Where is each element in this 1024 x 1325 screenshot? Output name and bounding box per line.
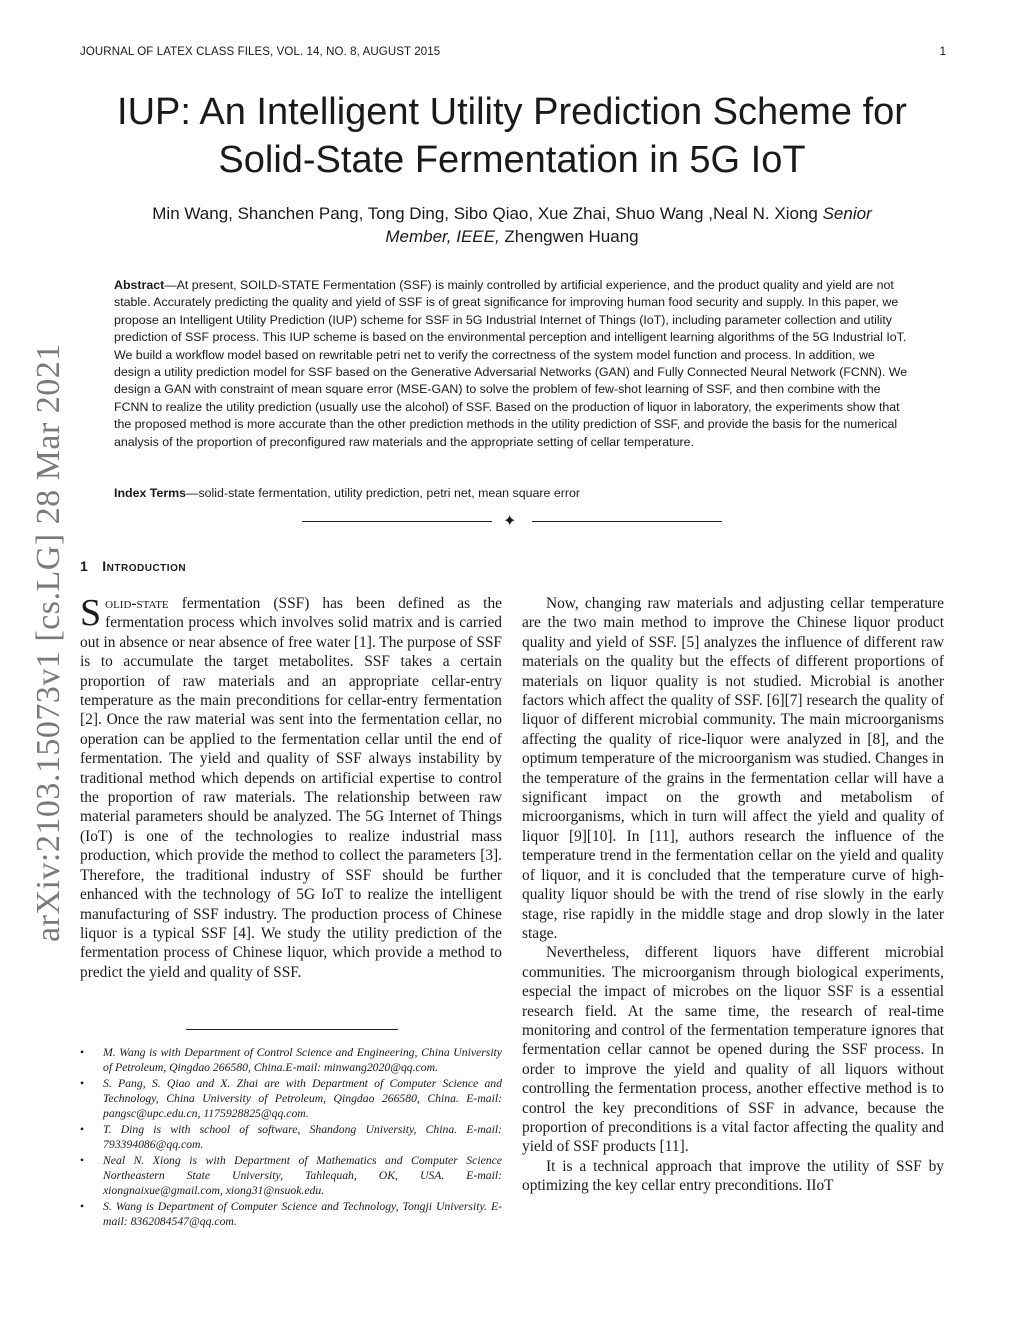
footnote-text: M. Wang is with Department of Control Science and Engineering, China University of Petroleum, Qingdao 266580, China.E-mail: minwang2020@qq.com. (103, 1046, 502, 1074)
index-terms-label: Index Terms (114, 486, 187, 500)
footnote-item (80, 1122, 502, 1152)
arxiv-stamp: arXiv:2103.15073v1 [cs.LG] 28 Mar 2021 (30, 343, 67, 942)
footnote-text: S. Wang is Department of Computer Science and Technology, Tongji University. E-mail: 8362084547@qq.com. (103, 1200, 502, 1228)
running-header: JOURNAL OF LATEX CLASS FILES, VOL. 14, NO. 8, AUGUST 2015 (80, 46, 441, 58)
bullet-icon: • (80, 1046, 85, 1059)
drop-cap: S (80, 592, 102, 634)
footnote-rule (186, 1029, 398, 1030)
paper-title (60, 88, 964, 184)
divider-rule-right (532, 521, 722, 522)
title-line-2: Solid-State Fermentation in 5G IoT (218, 139, 806, 181)
divider-star-icon: ✦ (503, 513, 517, 530)
lead-in-smallcaps: olid-state (105, 595, 169, 612)
author-list (100, 202, 924, 248)
section-number: 1 (80, 558, 89, 574)
bullet-icon: • (80, 1077, 85, 1090)
abstract-text: —At present, SOILD-STATE Fermentation (SSF) is mainly controlled by artificial experience, and the product quality and yield are not stable. Accurately predicting the quality and yield of SSF is of great significance for improving human food security and supply. In this paper, we propose an Intelligent Utility Prediction (IUP) scheme for SSF in 5G Industrial Internet of Things (IoT), including parameter collection and utility prediction of SSF process. This IUP scheme is based on the environmental perception and intelligent learning algorithms of the 5G Industrial IoT. We build a workflow model based on rewritable petri net to verify the correctness of the system model function and process. In addition, we design a utility prediction model for SSF based on the Generative Adversarial Networks (GAN) and Fully Connected Neural Network (FCNN). We design a GAN with constraint of mean square error (MSE-GAN) to solve the problem of few-shot learning of SSF, and then combine with the FCNN to realize the utility prediction (usually use the alcohol) of SSF. Based on the production of liquor in laboratory, the experiments show that the proposed method is more accurate than the other prediction methods in the utility prediction of SSF, and provide the basis for the numerical analysis of the proportion of preconfigured raw materials and the appropriate setting of cellar temperature. (114, 278, 908, 449)
divider-rule-left (302, 521, 492, 522)
right-column (522, 594, 944, 1196)
footnote-item (80, 1076, 502, 1121)
author-last: Zhengwen Huang (504, 227, 639, 246)
abstract-label: Abstract (114, 278, 165, 292)
footnote-text: Neal N. Xiong is with Department of Mathematics and Computer Science Northeastern State University, Tahlequah, OK, USA. E-mail: xiongnaixue@gmail.com, xiong31@nsuok.edu. (103, 1154, 502, 1197)
footnote-item (80, 1045, 502, 1075)
footnote-text: S. Pang, S. Qiao and X. Zhai are with Department of Computer Science and Technology, China University of Petroleum, Qingdao 266580, China. E-mail: pangsc@upc.edu.cn, 1175928825@qq.com. (103, 1077, 502, 1120)
left-paragraph-1 (80, 594, 502, 982)
right-paragraph-3: It is a technical approach that improve the utility of SSF by optimizing the key cellar entry preconditions. IIoT (522, 1157, 944, 1195)
footnote-text: T. Ding is with school of software, Shandong University, China. E-mail: 793394086@qq.com. (103, 1123, 502, 1151)
left-paragraph-1-text: fermentation (SSF) has been defined as the fermentation process which involves solid matrix and is carried out in absence or near absence of free water [1]. The purpose of SSF is to accumulate the target metabolites. SSF takes a certain proportion of raw materials and an appropriate cellar-entry temperature as the main preconditions for cellar-entry fermentation [2]. Once the raw material was sent into the fermentation cellar, no operation can be applied to the fermentation cellar until the end of fermentation. The yield and quality of SSF always instability by traditional method which depends on artificial expertise to control the proportion of raw materials. The relationship between raw material parameters should be analyzed. The 5G Internet of Things (IoT) is one of the technologies to realize industrial mass production, which provide the method to collect the parameters [3]. Therefore, the traditional industry of SSF should be further enhanced with the technology of 5G IoT to realize the intelligent manufacturing of SSF industry. The production process of Chinese liquor is a typical SSF [4]. We study the utility prediction of the fermentation process of Chinese liquor, which provide a method to predict the yield and quality of SSF. (80, 595, 502, 981)
footnote-item (80, 1199, 502, 1229)
footnote-item (80, 1153, 502, 1198)
right-paragraph-1: Now, changing raw materials and adjusting cellar temperature are the two main method to improve the Chinese liquor product quality and yield of SSF. [5] analyzes the influence of different raw materials on the quality but the effects of different proportions of materials on liquor quality is not studied. Microbial is another factors which affect the quality of SSF. [6][7] research the quality of liquor of different microbial community. The main microorganisms affecting the quality of rice-liquor were analyzed in [8], and the optimum temperature of the microorganism was studied. Changes in the temperature of the grains in the fermentation cellar will have a significant impact on the growth and metabolism of microorganisms, which in turn will affect the yield and quality of liquor [9][10]. In [11], authors research the influence of the temperature trend in the fermentation cellar on the yield and quality of liquor, and it is concluded that the temperature curve of high-quality liquor should be with the trend of rise slowly in the early stage, rise rapidly in the middle stage and drop slowly in the later stage. (522, 595, 944, 942)
page-number: 1 (939, 46, 946, 58)
title-line-1: IUP: An Intelligent Utility Prediction Scheme for (117, 91, 907, 133)
footnotes (80, 1045, 502, 1230)
left-column (80, 594, 502, 982)
abstract (114, 277, 912, 451)
section-heading (80, 558, 186, 574)
index-terms-text: —solid-state fermentation, utility prediction, petri net, mean square error (186, 486, 581, 500)
section-title: Introduction (102, 558, 187, 574)
index-terms (114, 486, 912, 500)
bullet-icon: • (80, 1200, 85, 1213)
author-senior: Senior (822, 204, 872, 223)
bullet-icon: • (80, 1154, 85, 1167)
author-names: Min Wang, Shanchen Pang, Tong Ding, Sibo Qiao, Xue Zhai, Shuo Wang ,Neal N. Xiong (152, 204, 818, 223)
bullet-icon: • (80, 1123, 85, 1136)
author-member: Member, IEEE, (385, 227, 500, 246)
right-paragraph-2: Nevertheless, different liquors have different microbial communities. The microorganism through biological experiments, especial the impact of microbes on the liquor SSF is a essential research field. At the same time, the research of real-time monitoring and control of the fermentation temperature ignores that fermentation cellar cannot be opened during the SSF process. In order to improve the yield and quality of all liquors without controlling the fermentation process, another effective method is to control the key preconditions of SSF in advance, because the proportion of preconditions is a vital factor affecting the quality and yield of SSF products [11]. (522, 944, 944, 1156)
